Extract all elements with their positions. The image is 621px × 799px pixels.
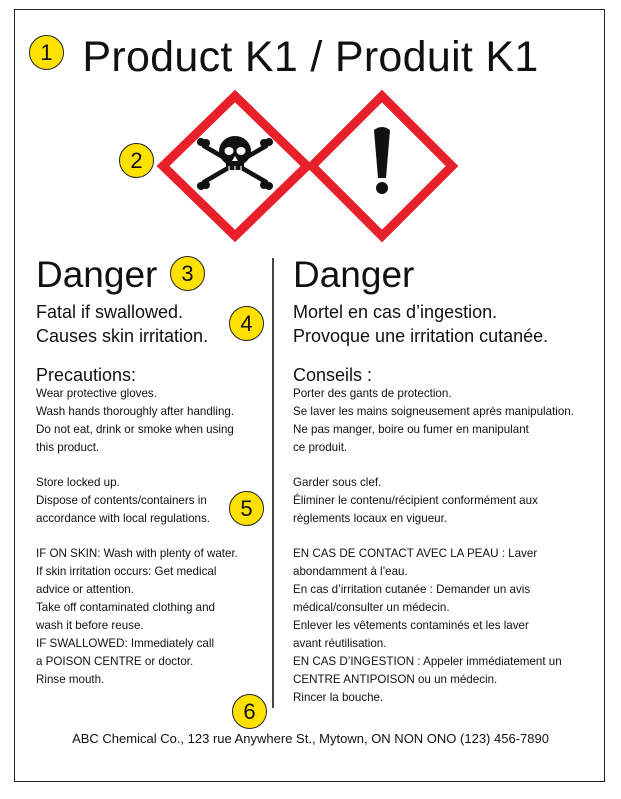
response-fr-line: En cas d’irritation cutanée : Demander un avis bbox=[293, 583, 531, 596]
storage-fr-line: Garder sous clef. bbox=[293, 476, 382, 489]
product-title: Product K1 / Produit K1 bbox=[82, 33, 539, 81]
signal-word-fr: Danger bbox=[293, 254, 415, 295]
response-fr-line: Rincer la bouche. bbox=[293, 691, 384, 704]
hazard-fr-2: Provoque une irritation cutanée. bbox=[293, 326, 549, 346]
response-fr bbox=[293, 545, 562, 707]
response-fr-line: EN CAS D’INGESTION : Appeler immédiatement un bbox=[293, 655, 562, 668]
response-en-line: If skin irritation occurs: Get medical bbox=[36, 565, 217, 578]
pictograms bbox=[0, 0, 621, 260]
storage-en-line: accordance with local regulations. bbox=[36, 512, 211, 525]
badge-1: 1 bbox=[29, 35, 64, 70]
storage-fr-line: règlements locaux en vigueur. bbox=[293, 512, 448, 525]
precautions-heading-en: Precautions: bbox=[36, 365, 137, 385]
hazard-en-1: Fatal if swallowed. bbox=[36, 302, 184, 322]
signal-word-en: Danger bbox=[36, 254, 158, 295]
prevention-en bbox=[36, 385, 234, 457]
storage-fr-line: Éliminer le contenu/récipient conformément aux bbox=[293, 494, 538, 507]
column-divider bbox=[272, 258, 274, 708]
hazard-en-2: Causes skin irritation. bbox=[36, 326, 209, 346]
storage-en-line: Store locked up. bbox=[36, 476, 120, 489]
prevention-fr-line: Se laver les mains soigneusement après manipulation. bbox=[293, 405, 574, 418]
prevention-en-line: this product. bbox=[36, 441, 100, 454]
response-fr-line: abondamment à l’eau. bbox=[293, 565, 408, 578]
supplier-info-footer: ABC Chemical Co., 123 rue Anywhere St., Mytown, ON NON ONO (123) 456-7890 bbox=[72, 731, 549, 746]
badge-6: 6 bbox=[232, 694, 267, 729]
response-en-line: IF ON SKIN: Wash with plenty of water. bbox=[36, 547, 238, 560]
exclamation-mark-icon bbox=[312, 96, 452, 236]
response-fr-line: CENTRE ANTIPOISON ou un médecin. bbox=[293, 673, 498, 686]
prevention-fr-line: ce produit. bbox=[293, 441, 348, 454]
response-fr-line: Enlever les vêtements contaminés et les laver bbox=[293, 619, 529, 632]
response-fr-line: avant réutilisation. bbox=[293, 637, 387, 650]
hazard-statements-fr bbox=[293, 300, 548, 348]
response-en-line: Rinse mouth. bbox=[36, 673, 105, 686]
hazard-statements-en bbox=[36, 300, 208, 348]
response-en-line: wash it before reuse. bbox=[36, 619, 144, 632]
response-en-line: a POISON CENTRE or doctor. bbox=[36, 655, 194, 668]
prevention-fr-line: Porter des gants de protection. bbox=[293, 387, 452, 400]
prevention-fr-line: Ne pas manger, boire ou fumer en manipulant bbox=[293, 423, 529, 436]
response-fr-line: médical/consulter un médecin. bbox=[293, 601, 450, 614]
badge-3: 3 bbox=[170, 256, 205, 291]
prevention-en-line: Wash hands thoroughly after handling. bbox=[36, 405, 235, 418]
prevention-en-line: Wear protective gloves. bbox=[36, 387, 157, 400]
storage-disposal-fr bbox=[293, 474, 538, 528]
badge-2: 2 bbox=[119, 143, 154, 178]
response-en-line: Take off contaminated clothing and bbox=[36, 601, 215, 614]
response-en bbox=[36, 545, 238, 689]
response-en-line: advice or attention. bbox=[36, 583, 134, 596]
storage-disposal-en bbox=[36, 474, 210, 528]
storage-en-line: Dispose of contents/containers in bbox=[36, 494, 207, 507]
precautions-heading-fr: Conseils : bbox=[293, 365, 373, 385]
response-en-line: IF SWALLOWED: Immediately call bbox=[36, 637, 215, 650]
prevention-fr bbox=[293, 385, 574, 457]
skull-and-crossbones-icon bbox=[163, 96, 307, 236]
badge-4: 4 bbox=[229, 306, 264, 341]
hazard-fr-1: Mortel en cas d’ingestion. bbox=[293, 302, 498, 322]
prevention-en-line: Do not eat, drink or smoke when using bbox=[36, 423, 234, 436]
response-fr-line: EN CAS DE CONTACT AVEC LA PEAU : Laver bbox=[293, 547, 538, 560]
badge-5: 5 bbox=[229, 491, 264, 526]
